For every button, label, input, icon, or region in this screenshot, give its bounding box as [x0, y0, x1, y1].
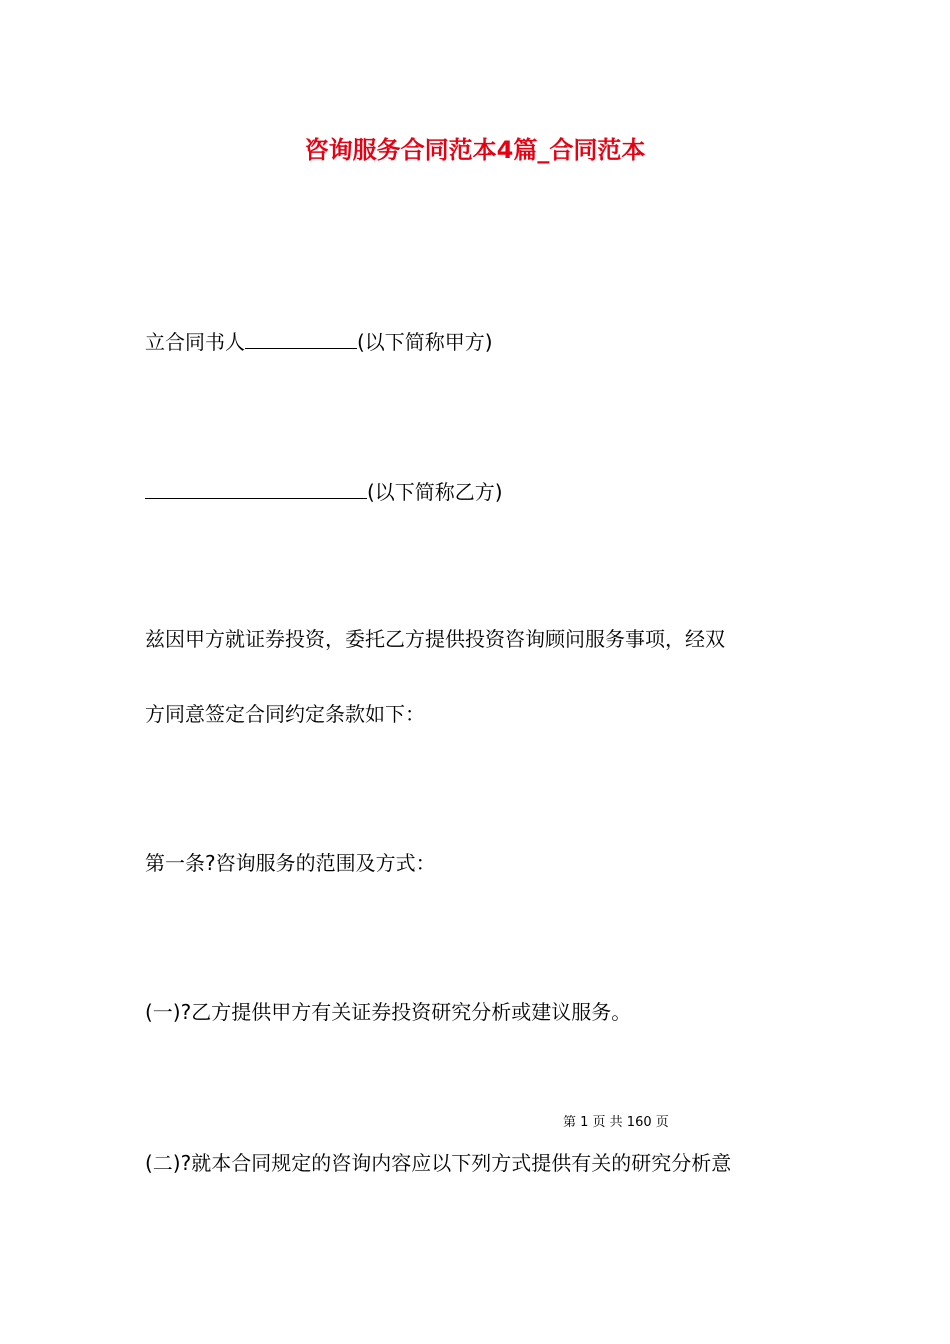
- party-a-suffix: (以下简称甲方): [357, 330, 493, 354]
- party-a-line: [145, 326, 493, 357]
- party-b-line: [145, 476, 503, 507]
- intro-line-1: 兹因甲方就证券投资，委托乙方提供投资咨询顾问服务事项，经双: [145, 627, 725, 651]
- party-b-blank: [145, 476, 367, 499]
- article-1-item-2: (二)?就本合同规定的咨询内容应以下列方式提供有关的研究分析意: [145, 1151, 732, 1175]
- article-1-heading: 第一条?咨询服务的范围及方式：: [145, 851, 436, 875]
- party-b-suffix: (以下简称乙方): [367, 480, 503, 504]
- party-a-blank: [245, 326, 357, 349]
- document-title: 咨询服务合同范本4篇_合同范本: [304, 136, 646, 164]
- page-number-label: 第 1 页 共 160 页: [563, 1115, 669, 1130]
- article-1-item-1: (一)?乙方提供甲方有关证券投资研究分析或建议服务。: [145, 1000, 632, 1024]
- party-a-prefix: 立合同书人: [145, 330, 245, 354]
- intro-line-2: 方同意签定合同约定条款如下：: [145, 702, 425, 726]
